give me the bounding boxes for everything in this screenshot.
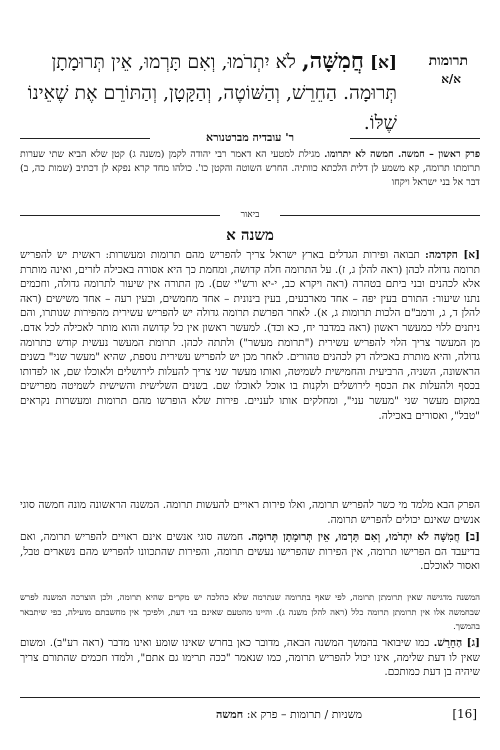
bartenura-body: מגילת למטעי הא דאמר רבי יהודה לקמן (משנה ג) קטן שלא הביא שתי שערות תרומתו תרומה, קא משמע לן דלית הלכתא כוותיה. החרש השוטה והקטן כו'. כולהו מחד קרא נפקא לן דכתיב (שמות כה, ב) דבר אל בני ישראל ויקחו xyxy=(20,149,480,188)
note-body: המשנה מדגישה שאין תרומתן תרומה, לפי שאף בתרומה שנתרמה שלא כהלכה יש מקרים שהיא תרומה, ולכן הוצרכה המשנה לפרש שבחמשה אלו אין תרומתן תרומה כלל (ראה להלן משנה ג). והיינו מהטעם שאינם בני דעת, ולפיכך אין מחשבתם מועילה, כפי שיתבאר בהמשך. xyxy=(20,593,480,633)
explanation-paragraph xyxy=(20,530,480,574)
divider xyxy=(20,215,220,216)
chapter-mishnah-ref: א/א xyxy=(441,72,461,86)
mishnah-body: לֹא יִתְרֹמוּ, וְאִם תָּרְמוּ, אֵין תְּרוּמָתָן תְּרוּמָה. הַחֵרֵשׁ, וְהַשּׁוֹטֶה, וְהַקָּטָן, וְהַתּוֹרֵם אֶת שֶׁאֵינוֹ שֶׁלּוֹ. xyxy=(27,51,397,134)
explanation-paragraph xyxy=(20,636,480,680)
divider xyxy=(20,138,150,139)
tractate-name: תרומות xyxy=(428,53,468,69)
biur-title: ביאור xyxy=(240,210,260,220)
page-number: [16] xyxy=(452,707,477,721)
explanation-paragraph xyxy=(20,248,480,423)
paragraph-body: חמשה סוגי אנשים אינם ראויים להפריש תרומה, ואם בדיעבד הם הפרישו תרומה, אין הפירות שהפרישו נעשים תרומה, והפירות שהתכוונו להפריש מהם נשארים טבל, ואסור לאוכלם. xyxy=(20,531,480,573)
paragraph-lead: [ג] הַחֵרֵשׁ. xyxy=(433,637,481,649)
biur-heading xyxy=(20,209,480,221)
paragraph-lead: [א] הקדמה: xyxy=(425,249,481,261)
paragraph-body: כמו שיבואר בהמשך המשנה הבאה, מדובר כאן בחרש שאינו שומע ואינו מדבר (ראה רע"ב). ומשום שאין לו דעת שלימה, אינו יכול להפריש תרומה, כמו שנאמר "ככה תרימו גם אתם", ולמדו חכמים שהתורם צריך שיהיה בן דעת כמותכם. xyxy=(20,637,480,679)
footer-title-bold: חמשה xyxy=(216,708,244,721)
mishnah-lead-word: חֲמִשָּׁה, xyxy=(301,48,364,74)
mishnah-number: [א] xyxy=(369,53,397,73)
footer-title xyxy=(216,708,362,722)
explanation-note xyxy=(20,590,480,634)
paragraph-lead: [ב] חֲמִשָּׁה לֹא יִתְרֹמוּ, וְאִם תָּרְמוּ, אֵין תְּרוּמָתָן תְּרוּמָה. xyxy=(247,531,480,543)
explanation-paragraph xyxy=(20,498,480,527)
bartenura-lead: פרק ראשון – חמשה. חמשה לא יתרומו. xyxy=(324,149,480,160)
paragraph-body: תבואה ופירות הגדלים בארץ ישראל צריך להפריש מהם תרומות ומעשרות: ראשית יש להפריש תרומה גדולה לכהן (ראה להלן ג, ז). על התרומה חלה קדושה, ומחמת כך היא אסורה באכילה לזרים, ואינה מותרת אלא לכהנים ובני ביתם בטהרה (ראה ויקרא כב, י-יא ורש"י שם). מן התורה אין שיעור לתרומה גדולה, וחכמים נתנו שיעור: התורם בעין יפה – אחד מארבעים, בעין בינונית – אחד מחמשים, ובעין רעה – אחד משישים (ראה להלן ד, ג, ורמב"ם הלכות תרומות ג, א). לאחר הפרשת תרומה גדולה יש להפריש עשירית מהפירות שנותרו, והם ניתנים ללוי כמעשר ראשון (ראה במדבר יח, כא וכד). למעשר ראשון אין כל קדושה והוא מותר לאכילה לכל אדם. מן המעשר צריך הלוי להפריש עשירית ("תרומת מעשר") ולתתה לכהן. תרומת המעשר נעשית קודש כתרומה גדולה, והיא מותרת באכילה רק לכהנים טהורים. לאחר מכן יש להפריש עשירית נוספת, שהיא "מעשר שני" בשנים הראשונה, השניה, הרביעית והחמישית לשמיטה, ואותו מעשר שני צריך להעלות לירושלים ולאוכלו שם, או לפדותו בכסף ולהעלות את הכסף לירושלים ולקנות בו אוכל לאוכלו שם. בשנים השלישית והשישית לשמיטה מפרישים במקום מעשר שני "מעשר עני", ומחלקים אותו לעניים. פירות שלא הופרשו מהם תרומות ומעשרות נקראים "טבל", ואסורים באכילה. xyxy=(20,249,480,422)
bartenura-title: ר' עובדיה מברטנורא xyxy=(206,131,294,144)
bartenura-heading xyxy=(20,131,480,145)
mishnah-text xyxy=(17,46,397,138)
footer-title-lead: משניות / תרומות – פרק א: xyxy=(246,708,362,721)
paragraph-body: הפרק הבא מלמד מי כשר להפריש תרומה, ואלו פירות ראויים להעשות תרומה. המשנה הראשונה מונה חמשה סוגי אנשים שאינם יכולים להפריש תרומה. xyxy=(20,499,480,526)
footer-rule xyxy=(20,697,480,698)
bartenura-commentary xyxy=(20,148,480,190)
section-title: משנה א xyxy=(226,226,274,244)
